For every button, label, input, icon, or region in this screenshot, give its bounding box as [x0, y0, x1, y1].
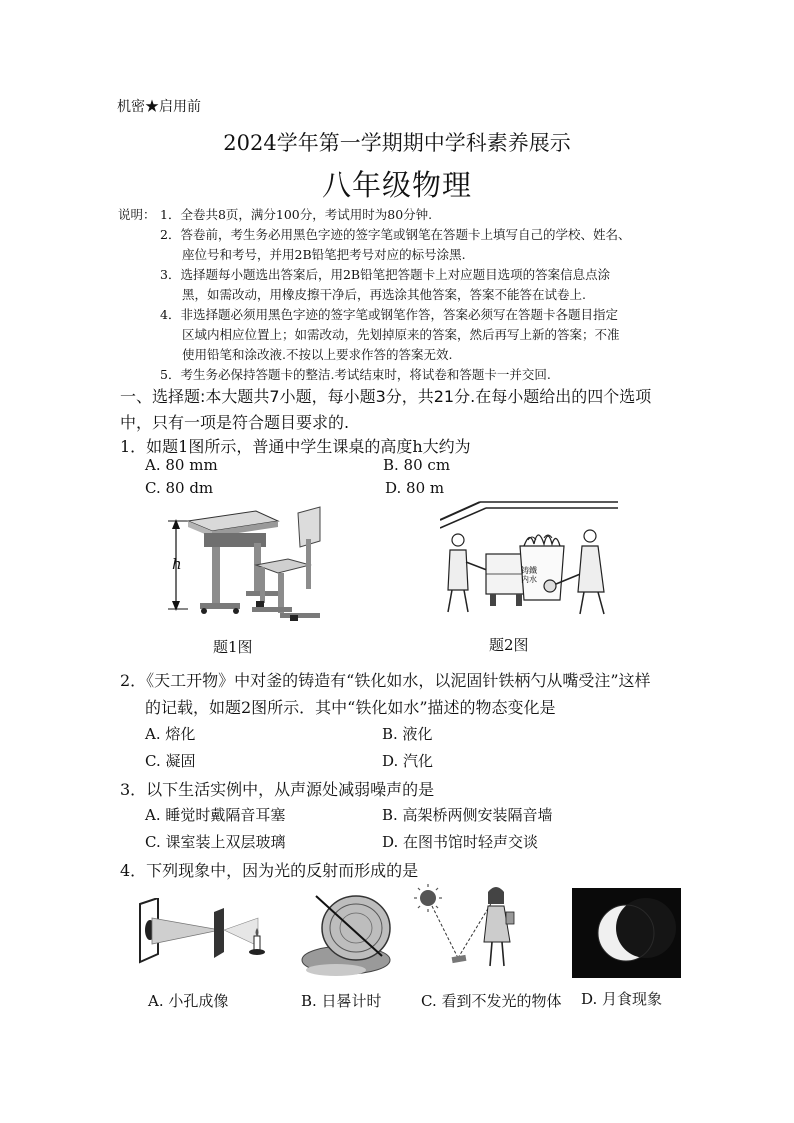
question-2-stem-line1: 2．《天工开物》中对釜的铸造有“铁化如水，以泥固针铁柄勺从嘴受注”这样 — [120, 671, 651, 690]
q4-image-pinhole — [134, 898, 274, 968]
q4-image-reflection — [410, 882, 530, 972]
figure-1-desk-chair — [160, 503, 330, 628]
instruction-line: 2．答卷前，考生务必用黑色字迹的签字笔或钢笔在答题卡上填写自己的学校、姓名、 — [160, 227, 631, 242]
question-2-stem-line2: 的记载，如题2图所示．其中“铁化如水”描述的物态变化是 — [145, 698, 556, 717]
instruction-line: 3．选择题每小题选出答案后，用2B铅笔把答题卡上对应题目选项的答案信息点涂 — [160, 267, 611, 282]
instruction-line: 座位号和考号，并用2B铅笔把考号对应的标号涂黑. — [182, 247, 466, 262]
q4-option-a: A. 小孔成像 — [148, 992, 229, 1010]
q4-image-sundial — [296, 890, 396, 980]
question-3-stem: 3．以下生活实例中，从声源处减弱噪声的是 — [120, 780, 435, 799]
q3-option-b: B. 高架桥两侧安装隔音墙 — [382, 806, 553, 824]
q1-option-c: C. 80 dm — [145, 479, 214, 497]
instruction-line: 1．全卷共8页，满分100分，考试用时为80分钟. — [160, 207, 433, 222]
confidential-mark: 机密★启用前 — [117, 99, 201, 115]
figure-2-iron-casting — [440, 500, 620, 625]
q3-option-c: C. 课室装上双层玻璃 — [145, 833, 286, 851]
instruction-line: 区域内相应位置上；如需改动，先划掉原来的答案，然后再写上新的答案；不准 — [182, 327, 620, 342]
q2-option-c: C. 凝固 — [145, 752, 196, 770]
q2-option-d: D. 汽化 — [382, 752, 434, 770]
instruction-line: 黑，如需改动，用橡皮擦干净后，再选涂其他答案，答案不能答在试卷上. — [182, 287, 586, 302]
instruction-line: 5．考生务必保持答题卡的整洁.考试结束时，将试卷和答题卡一并交回. — [160, 367, 551, 382]
q4-option-c: C. 看到不发光的物体 — [421, 992, 562, 1010]
q3-option-d: D. 在图书馆时轻声交谈 — [382, 833, 539, 851]
height-label: h — [172, 555, 182, 573]
section-heading-line1: 一、选择题:本大题共7小题，每小题3分，共21分.在每小题给出的四个选项 — [120, 387, 652, 406]
q4-option-d: D. 月食现象 — [581, 990, 663, 1008]
q1-option-a: A. 80 mm — [145, 456, 218, 474]
exam-title: 2024学年第一学期期中学科素养展示 — [223, 131, 571, 155]
instruction-line: 4．非选择题必须用黑色字迹的签字笔或钢笔作答，答案必须写在答题卡各题目指定 — [160, 307, 618, 322]
figure-2-caption: 题2图 — [489, 636, 529, 654]
q2-option-b: B. 液化 — [382, 725, 433, 743]
q2-option-a: A. 熔化 — [145, 725, 196, 743]
question-1-stem: 1．如题1图所示，普通中学生课桌的高度h大约为 — [120, 437, 471, 456]
q1-option-b: B. 80 cm — [383, 456, 451, 474]
q4-option-b: B. 日晷计时 — [301, 992, 382, 1010]
subject-title: 八年级物理 — [321, 168, 472, 202]
instructions-label: 说明： — [118, 207, 156, 222]
q3-option-a: A. 睡觉时戴隔音耳塞 — [145, 806, 286, 824]
instruction-line: 使用铅笔和涂改液.不按以上要求作答的答案无效. — [182, 347, 453, 362]
q4-image-lunar-eclipse — [572, 888, 681, 978]
q1-option-d: D. 80 m — [385, 479, 445, 497]
section-heading-line2: 中，只有一项是符合题目要求的. — [120, 413, 350, 432]
question-4-stem: 4．下列现象中，因为光的反射而形成的是 — [120, 861, 419, 880]
furnace-inscription: 铸鐵内水 — [521, 566, 537, 584]
figure-1-caption: 题1图 — [213, 638, 253, 656]
